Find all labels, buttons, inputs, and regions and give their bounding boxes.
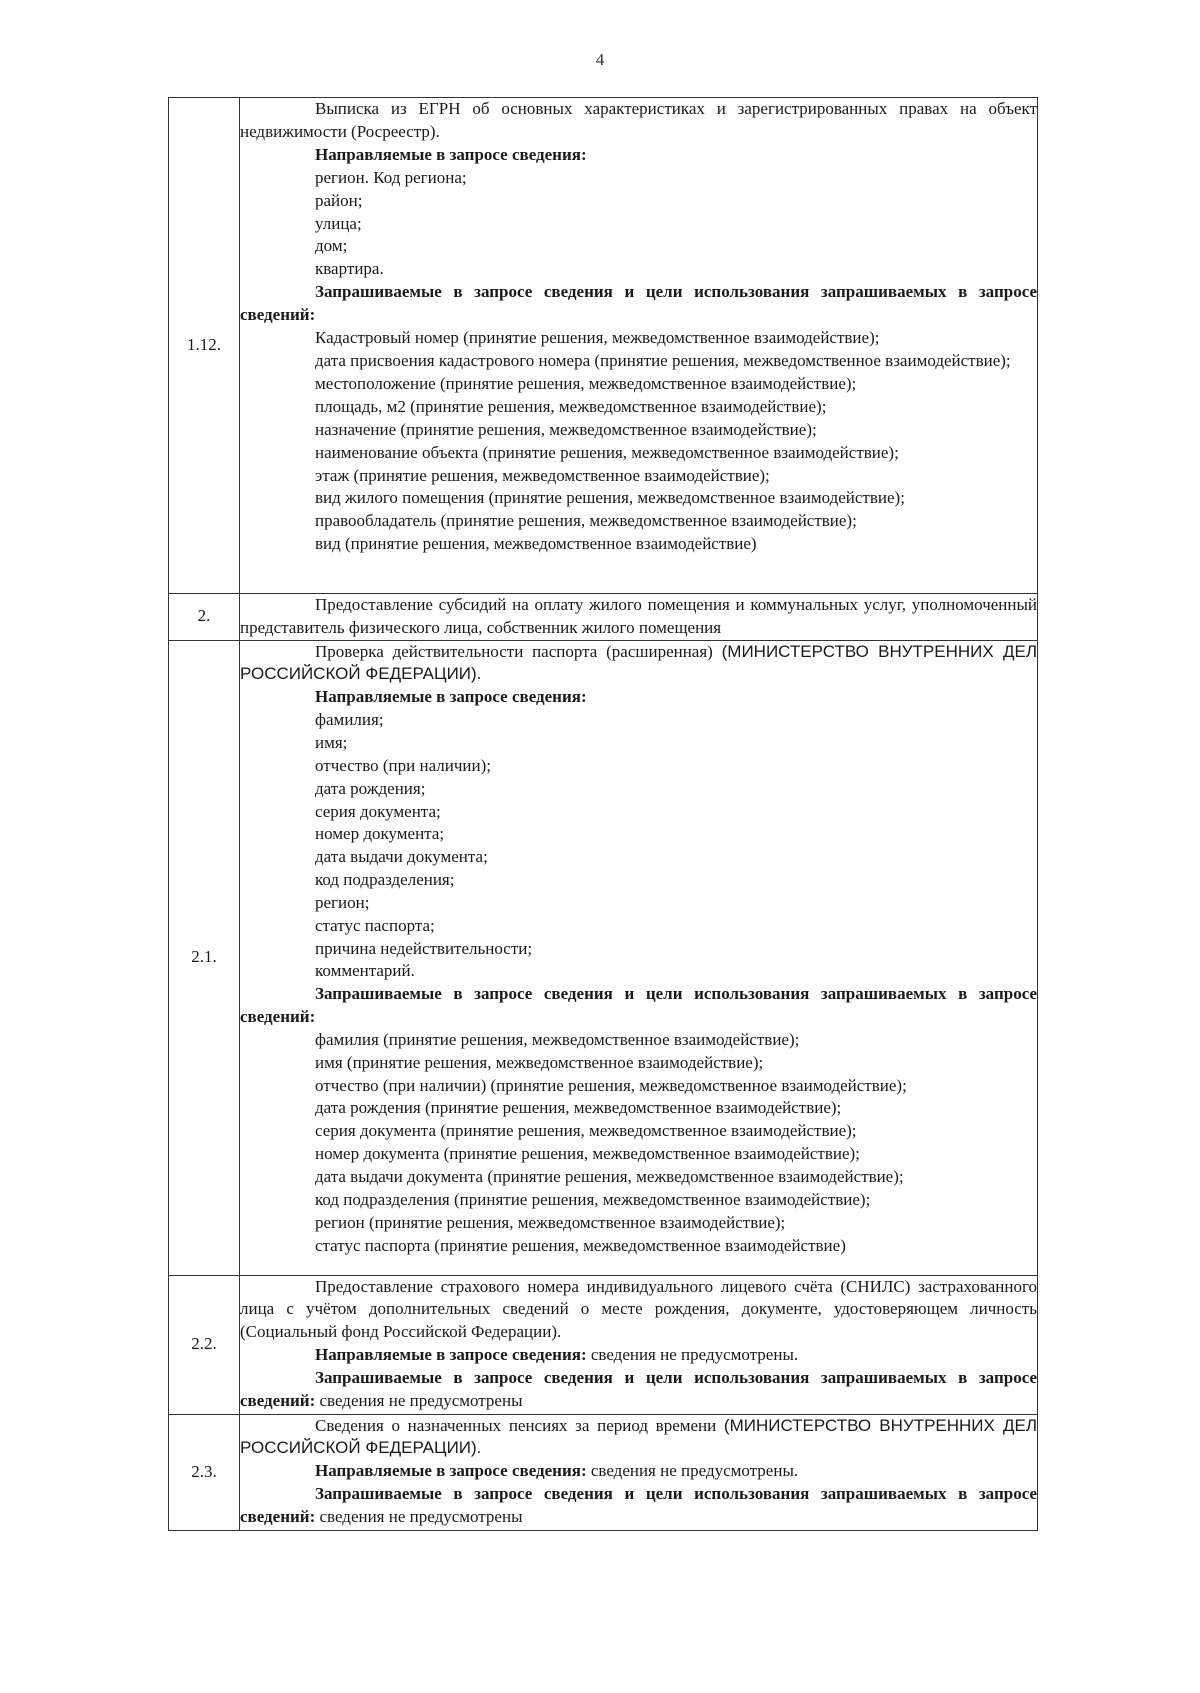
sent-list [240, 709, 1037, 983]
row-content [240, 594, 1038, 641]
sent-value: сведения не предусмотрены. [586, 1461, 799, 1481]
row-content [240, 1275, 1038, 1414]
sent-heading: Направляемые в запросе сведения: [315, 1344, 587, 1364]
list-item: причина недействительности; [315, 938, 533, 958]
requested-heading: Запрашиваемые в запросе сведения и цели использования запрашиваемых в запросе сведений: [240, 984, 1037, 1027]
list-item: серия документа; [315, 801, 441, 821]
list-item: фамилия; [315, 710, 384, 730]
list-item: дата выдачи документа (принятие решения, межведомственное взаимодействие); [315, 1167, 904, 1186]
list-item: имя; [315, 732, 348, 752]
requested-heading: Запрашиваемые в запросе сведения и цели использования запрашиваемых в запросе сведений: [240, 282, 1037, 325]
sent-list [240, 167, 1037, 282]
list-item: правообладатель (принятие решения, межведомственное взаимодействие); [315, 511, 857, 531]
sent-heading: Направляемые в запросе сведения: [315, 687, 587, 707]
list-item: код подразделения; [315, 870, 455, 890]
service-title [240, 1415, 1037, 1461]
services-table [168, 97, 1038, 1531]
list-item: статус паспорта; [315, 915, 435, 935]
requested-line [240, 1367, 1037, 1413]
list-item: фамилия (принятие решения, межведомственное взаимодействие); [315, 1029, 800, 1049]
list-item: вид (принятие решения, межведомственное взаимодействие) [315, 534, 757, 554]
requested-list [240, 1029, 1037, 1257]
list-item: отчество (при наличии); [315, 755, 491, 775]
list-item: номер документа; [315, 824, 445, 844]
sent-line [240, 1344, 1037, 1367]
requested-value: сведения не предусмотрены [315, 1506, 523, 1526]
agency-name: (МИНИСТЕРСТВО ВНУТРЕННИХ ДЕЛ РОССИЙСКОЙ ФЕДЕРАЦИИ). [240, 1415, 1038, 1458]
sent-heading: Направляемые в запросе сведения: [315, 144, 587, 164]
table-row [169, 640, 1038, 1275]
list-item: квартира. [315, 259, 384, 279]
agency-name: (МИНИСТЕРСТВО ВНУТРЕННИХ ДЕЛ РОССИЙСКОЙ ФЕДЕРАЦИИ). [240, 641, 1037, 684]
list-item: дата присвоения кадастрового номера (принятие решения, межведомственное взаимодействие); [315, 350, 1011, 370]
requested-heading: Запрашиваемые в запросе сведения и цели использования запрашиваемых в запросе сведений: [240, 1367, 1037, 1410]
page-number: 4 [595, 50, 605, 69]
table-row [169, 594, 1038, 641]
requested-list [240, 327, 1037, 556]
table-row [169, 1414, 1038, 1530]
list-item: местоположение (принятие решения, межведомственное взаимодействие); [315, 373, 857, 393]
row-content [240, 1414, 1038, 1530]
service-title: Предоставление субсидий на оплату жилого помещения и коммунальных услуг, уполномоченный представитель физического лица, собственник жилого помещения [240, 595, 1037, 637]
service-title: Предоставление страхового номера индивидуального лицевого счёта (СНИЛС) застрахованного лица с учётом дополнительных сведений о месте рождения, документе, удостоверяющем личность (Социальный фонд Российской Федерации). [240, 1276, 1037, 1342]
list-item: вид жилого помещения (принятие решения, межведомственное взаимодействие); [315, 488, 905, 508]
list-item: код подразделения (принятие решения, межведомственное взаимодействие); [315, 1189, 871, 1209]
row-number: 1.12. [169, 98, 240, 594]
list-item: дата выдачи документа; [315, 847, 488, 867]
sent-heading: Направляемые в запросе сведения: [315, 1461, 587, 1481]
list-item: статус паспорта (принятие решения, межведомственное взаимодействие) [315, 1235, 846, 1255]
list-item: площадь, м2 (принятие решения, межведомственное взаимодействие); [315, 396, 827, 416]
table-row [169, 98, 1038, 594]
row-number: 2.3. [169, 1414, 240, 1530]
list-item: комментарий. [315, 961, 415, 981]
list-item: номер документа (принятие решения, межведомственное взаимодействие); [315, 1144, 860, 1164]
requested-value: сведения не предусмотрены [315, 1390, 523, 1410]
list-item: регион; [315, 892, 370, 912]
list-item: регион. Код региона; [315, 167, 467, 187]
list-item: Кадастровый номер (принятие решения, межведомственное взаимодействие); [315, 328, 880, 348]
row-content [240, 98, 1038, 594]
row-number: 2. [169, 594, 240, 641]
list-item: имя (принятие решения, межведомственное взаимодействие); [315, 1052, 764, 1072]
list-item: наименование объекта (принятие решения, межведомственное взаимодействие); [315, 442, 899, 462]
service-title-text: Сведения о назначенных пенсиях за период времени [315, 1415, 717, 1435]
list-item: отчество (при наличии) (принятие решения, межведомственное взаимодействие); [315, 1075, 907, 1095]
requested-line [240, 1483, 1037, 1529]
table-row [169, 1275, 1038, 1414]
list-item: дата рождения; [315, 778, 426, 798]
sent-line [240, 1460, 1037, 1483]
list-item: серия документа (принятие решения, межведомственное взаимодействие); [315, 1121, 857, 1141]
row-number: 2.1. [169, 640, 240, 1275]
service-title [240, 641, 1037, 687]
list-item: дата рождения (принятие решения, межведомственное взаимодействие); [315, 1098, 842, 1118]
row-number: 2.2. [169, 1275, 240, 1414]
sent-value: сведения не предусмотрены. [586, 1344, 799, 1364]
service-title: Выписка из ЕГРН об основных характеристиках и зарегистрированных правах на объект недвижимости (Росреестр). [240, 99, 1037, 141]
list-item: дом; [315, 236, 348, 256]
service-title-text: Проверка действительности паспорта (расширенная) [315, 641, 713, 661]
row-content [240, 640, 1038, 1275]
list-item: назначение (принятие решения, межведомственное взаимодействие); [315, 419, 817, 439]
list-item: регион (принятие решения, межведомственное взаимодействие); [315, 1212, 786, 1232]
list-item: этаж (принятие решения, межведомственное взаимодействие); [315, 465, 770, 485]
list-item: район; [315, 190, 363, 210]
requested-heading: Запрашиваемые в запросе сведения и цели использования запрашиваемых в запросе сведений: [240, 1483, 1037, 1526]
list-item: улица; [315, 213, 362, 233]
